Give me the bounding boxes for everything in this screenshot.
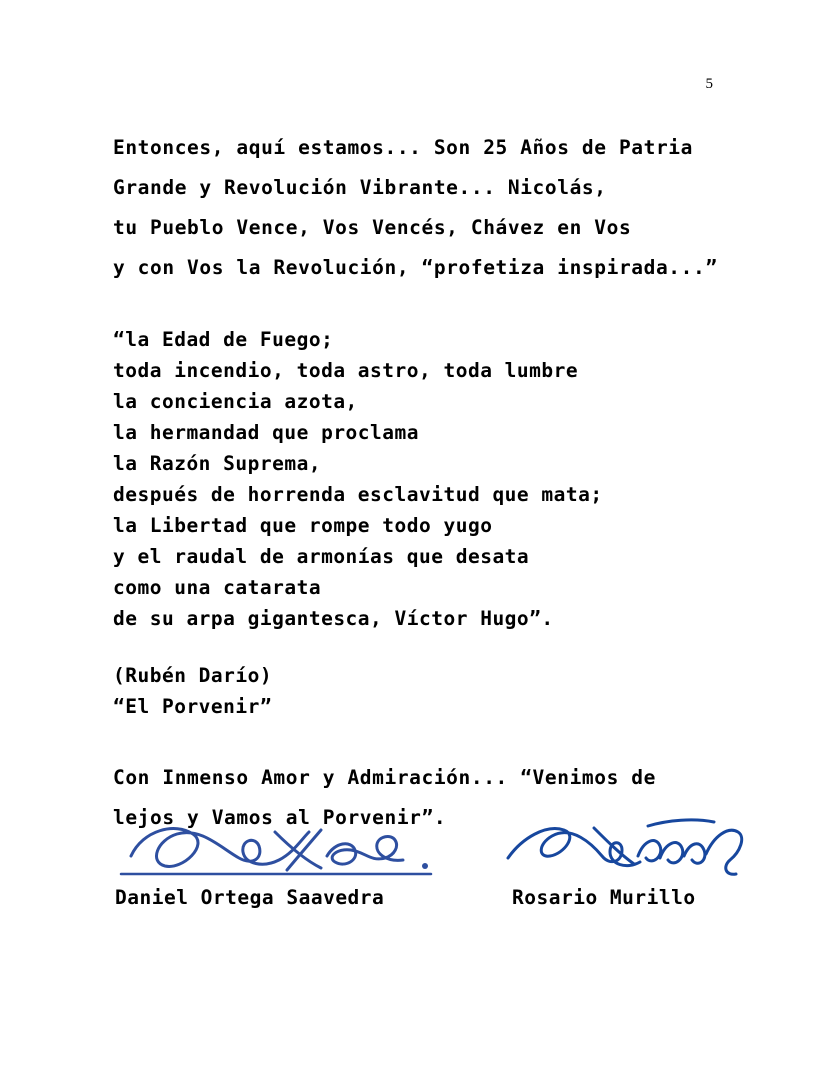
signature-name: Rosario Murillo (512, 886, 696, 909)
signature-name: Daniel Ortega Saavedra (115, 886, 385, 909)
attribution-title: “El Porvenir” (113, 695, 273, 718)
poem-line: como una catarata (113, 576, 322, 599)
poem-line: la Libertad que rompe todo yugo (113, 514, 493, 537)
poem-line: toda incendio, toda astro, toda lumbre (113, 359, 579, 382)
intro-paragraph (113, 128, 733, 288)
signature-block-rosario-murillo (498, 812, 748, 909)
poem-line: la Razón Suprema, (113, 452, 322, 475)
poem-quote (113, 324, 733, 634)
paragraph-spacer (113, 288, 733, 324)
signature-handwriting-icon (113, 812, 443, 884)
closing-line: Con Inmenso Amor y Admiración... “Venimos de (113, 766, 656, 789)
closing-line: lejos y Vamos al Porvenir”. (113, 806, 447, 829)
signature-block-daniel-ortega (113, 812, 443, 909)
poem-line: la hermandad que proclama (113, 421, 419, 444)
intro-line: Grande y Revolución Vibrante... Nicolás, (113, 176, 607, 199)
page-number: 5 (705, 76, 713, 92)
document-body (113, 128, 733, 838)
attribution-author: (Rubén Darío) (113, 664, 273, 687)
poem-line: la conciencia azota, (113, 390, 358, 413)
poem-line: de su arpa gigantesca, Víctor Hugo”. (113, 607, 554, 630)
poem-line: y el raudal de armonías que desata (113, 545, 530, 568)
closing-spacer (113, 722, 733, 758)
poem-attribution (113, 660, 733, 722)
intro-line: tu Pueblo Vence, Vos Vencés, Chávez en Vos (113, 216, 632, 239)
poem-line: después de horrenda esclavitud que mata; (113, 483, 603, 506)
intro-line: Entonces, aquí estamos... Son 25 Años de Patria (113, 136, 693, 159)
signature-handwriting-icon (498, 812, 758, 884)
poem-line: “la Edad de Fuego; (113, 328, 334, 351)
poem-spacer (113, 634, 733, 660)
signature-area (113, 812, 753, 932)
intro-line: y con Vos la Revolución, “profetiza inspirada...” (113, 256, 718, 279)
